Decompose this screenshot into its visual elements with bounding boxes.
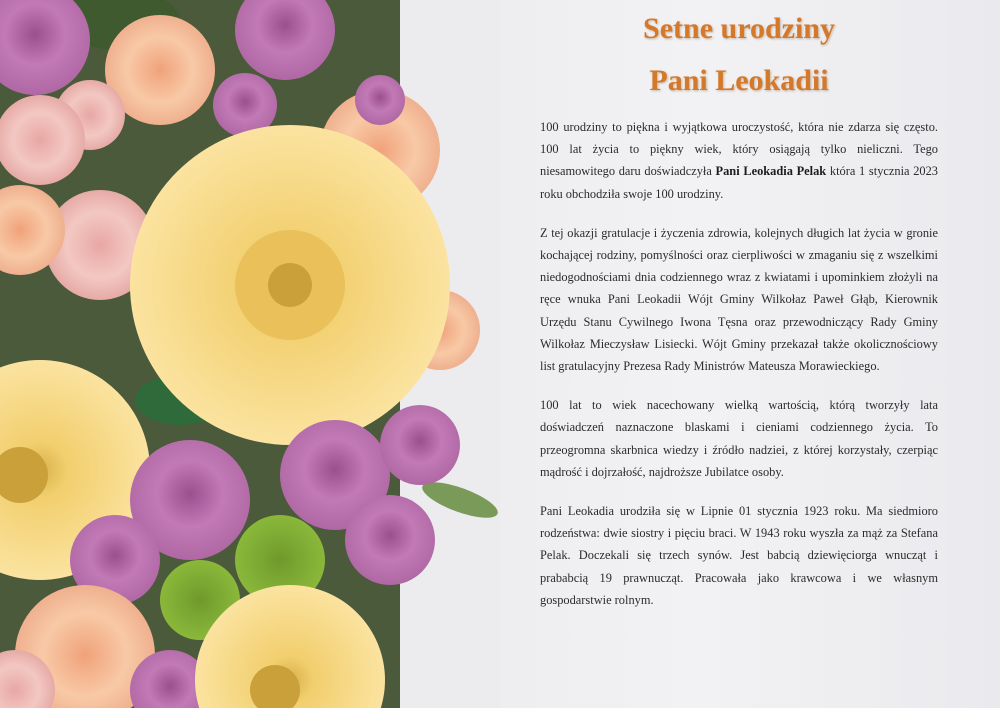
paragraph-3: 100 lat to wiek nacechowany wielką wartością, którą tworzyły lata doświadczeń naznaczone blaskami i cieniami codziennego życia. To przeogromna skarbnica wiedzy i źródło nadziei, z której korzystały, czerpiąc mądrość i dojrzałość, najdroższe Jubilatce osoby.	[540, 398, 938, 479]
paragraph-1-text: 100 urodziny to piękna i wyjątkowa uroczystość, która nie zdarza się często. 100 lat życia to piękny wiek, który osiągają tylko nieliczni. Tego niesamowitego daru doświadczyła	[540, 120, 938, 179]
article-body	[540, 116, 938, 628]
jubilarian-name: Pani Leokadia Pelak	[715, 164, 827, 179]
paragraph-1	[540, 116, 938, 205]
title-line-1: Setne urodziny	[643, 12, 835, 45]
paragraph-2: Z tej okazji gratulacje i życzenia zdrowia, kolejnych długich lat życia w gronie kochającej rodziny, pomyślności oraz cierpliwości w zmaganiu się z wszelkimi niedogodnościami dnia codziennego wraz z kwiatami i upominkiem złożyli na ręce wnuka Pani Leokadii Wójt Gminy Wilkołaz Paweł Głąb, Kierownik Urzędu Stanu Cywilnego Iwona Tęsna oraz przewodniczący Rady Gminy Wilkołaz Mieczysław Lisiecki. Wójt Gminy przekazał także okolicznościowy list gratulacyjny Prezesa Rady Ministrów Mateusza Morawieckiego.	[540, 225, 938, 374]
paragraph-4: Pani Leokadia urodziła się w Lipnie 01 stycznia 1923 roku. Ma siedmioro rodzeństwa: dwie siostry i pięciu braci. W 1943 roku wyszła za mąż za Stefana Pelak. Doczekali się trzech synów. Jest babcią dziewięciorga wnucząt i prababcią 19 prawnucząt. Pracowała jako krawcowa i we własnym gospodarstwie rolnym.	[540, 504, 938, 607]
title-line-2: Pani Leokadii	[649, 64, 829, 97]
paragraph-1-text-end: która 1 stycznia 2023 roku obchodziła swoje 100 urodziny.	[540, 164, 938, 201]
article	[540, 0, 938, 708]
